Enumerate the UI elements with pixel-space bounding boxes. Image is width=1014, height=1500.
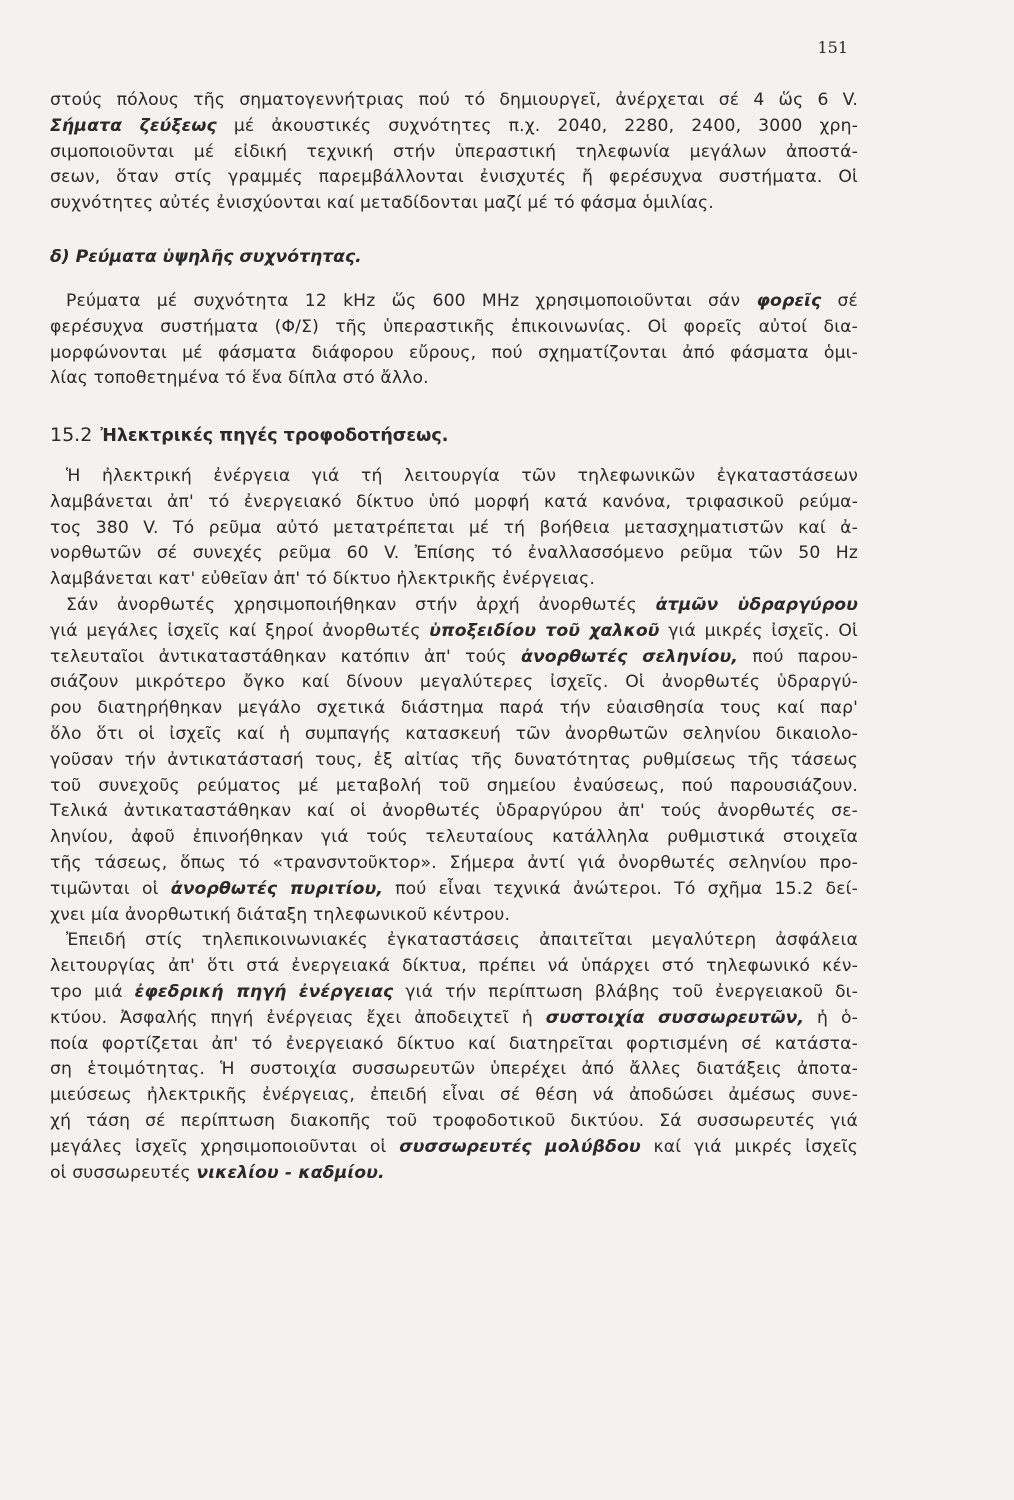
emphasis-term: ὑποξειδίου τοῦ χαλκοῦ	[429, 620, 660, 641]
emphasis-term: συσσωρευτές μολύβδου	[399, 1136, 641, 1157]
section-heading	[50, 424, 448, 446]
text-line: τῆς τάσεως, ὅπως τό «τρανσντοῦκτορ». Σήμερα ἀντί γιά ὀνορθωτές σεληνίου προ-	[50, 852, 858, 873]
text-line: νορθωτῶν σέ συνεχές ρεῦμα 60 V. Ἐπίσης τό ἐναλλασσόμενο ρεῦμα τῶν 50 Hz	[50, 543, 858, 564]
text-line: Ἡ ἠλεκτρική ἐνέργεια γιά τή λειτουργία τῶν τηλεφωνικῶν ἐγκαταστάσεων	[66, 466, 858, 486]
text-line: λίας τοποθετημένα τό ἕνα δίπλα στό ἄλλο.	[50, 368, 429, 389]
text-line: χνει μία ἀνορθωτική διάταξη τηλεφωνικοῦ κέντρου.	[50, 904, 511, 925]
text-line: ποία φορτίζεται ἀπ' τό ἐνεργειακό δίκτυο καί διατηρεῖται φορτισμένη σέ κατάστα-	[50, 1033, 858, 1054]
page-number: 151	[817, 38, 848, 57]
text-line: ση ἑτοιμότητας. Ἡ συστοιχία συσσωρευτῶν ὑπερέχει ἀπό ἄλλες διατάξεις ἀποτα-	[50, 1059, 858, 1080]
text-line: Τελικά ἀντικαταστάθηκαν καί οἱ ἀνορθωτές ὑδραργύρου ἀπ' τούς ἀνορθωτές σε-	[50, 801, 858, 822]
section-body	[50, 464, 858, 1186]
text-line: οἱ συσσωρευτές νικελίου - καδμίου.	[50, 1162, 385, 1183]
text-line: Σήματα ζεύξεως μέ ἀκουστικές συχνότητες π.χ. 2040, 2280, 2400, 3000 χρη-	[50, 115, 858, 136]
text-line: φερέσυχνα συστήματα (Φ/Σ) τῆς ὑπεραστικῆς ἐπικοινωνίας. Οἱ φορεῖς αὐτοί δια-	[50, 316, 858, 337]
paragraph-signals	[50, 88, 858, 217]
text-line: Ἐπειδή στίς τηλεπικοινωνιακές ἐγκαταστάσεις ἀπαιτεῖται μεγαλύτερη ἀσφάλεια	[66, 930, 858, 951]
text-line: Ρεύματα μέ συχνότητα 12 kHz ὥς 600 MHz χρησιμοποιοῦνται σάν φορεῖς σέ	[66, 291, 859, 311]
text-line: κτύου. Ἀσφαλής πηγή ἐνέργειας ἔχει ἀποδειχτεῖ ἡ συστοιχία συσσωρευτῶν, ἡ ὁ-	[50, 1007, 858, 1028]
emphasis-term: φορεῖς	[756, 291, 822, 311]
subheading-high-frequency: δ) Ρεύματα ὑψηλῆς συχνότητας.	[50, 247, 362, 267]
text-line: ληνίου, ἀφοῦ ἐπινοήθηκαν γιά τούς τελευταίους κατάλληλα ρυθμιστικά στοιχεῖα	[50, 827, 858, 848]
text-line: σεων, ὅταν στίς γραμμές παρεμβάλλονται ἐνισχυτές ἤ φερέσυχνα συστήματα. Οἱ	[50, 167, 858, 188]
emphasis-term: ἀτμῶν ὑδραργύρου	[655, 594, 858, 615]
emphasis-term: ἀνορθωτές πυριτίου,	[170, 878, 384, 899]
section-number: 15.2	[50, 424, 93, 446]
text-line: χή τάση σέ περίπτωση διακοπῆς τοῦ τροφοδοτικοῦ δικτύου. Σά συσσωρευτές γιά	[50, 1110, 858, 1131]
emphasis-term: συστοιχία συσσωρευτῶν,	[545, 1007, 805, 1028]
emphasis-term: ἀνορθωτές σεληνίου,	[520, 646, 739, 667]
text-line: γοῦσαν τήν ἀντικατάστασή τους, ἐξ αἰτίας τῆς δυνατότητας ρυθμίσεως τῆς τάσεως	[50, 749, 858, 770]
text-line: σιάζουν μικρότερο ὄγκο καί δίνουν μεγαλύτερες ἰσχεῖς. Οἱ ἀνορθωτές ὑδραργύ-	[50, 672, 858, 693]
text-line: λειτουργίας ἀπ' ὅτι στά ἐνεργειακά δίκτυα, πρέπει νά ὑπάρχει στό τηλεφωνικό κέν-	[50, 956, 858, 977]
text-line: στούς πόλους τῆς σηματογεννήτριας πού τό δημιουργεῖ, ἀνέρχεται σέ 4 ὥς 6 V.	[50, 90, 858, 110]
text-line: τος 380 V. Τό ρεῦμα αὐτό μετατρέπεται μέ τή βοήθεια μετασχηματιστῶν καί ἀ-	[50, 517, 858, 538]
text-line: ὅλο ὅτι οἱ ἰσχεῖς καί ἡ συμπαγής κατασκευή τῶν ἀνορθωτῶν σεληνίου δικαιολο-	[50, 723, 858, 744]
emphasis-term: νικελίου - καδμίου.	[196, 1162, 385, 1183]
text-line: τρο μιά ἐφεδρική πηγή ἐνέργειας γιά τήν περίπτωση βλάβης τοῦ ἐνεργειακοῦ δι-	[50, 981, 858, 1002]
text-line: Σάν ἀνορθωτές χρησιμοποιήθηκαν στήν ἀρχή ἀνορθωτές ἀτμῶν ὑδραργύρου	[66, 594, 858, 615]
text-line: τελευταῖοι ἀντικαταστάθηκαν κατόπιν ἀπ' τούς ἀνορθωτές σεληνίου, πού παρου-	[50, 646, 859, 667]
section-title: Ἠλεκτρικές πηγές τροφοδοτήσεως.	[100, 426, 449, 446]
text-line: τοῦ συνεχοῦς ρεύματος μέ μεταβολή τοῦ σημείου ἐναύσεως, πού παρουσιάζουν.	[50, 775, 858, 796]
text-line: μιεύσεως ἠλεκτρικῆς ἐνέργειας, ἐπειδή εἶναι σέ θέση νά ἀποδώσει ἀμέσως συνε-	[50, 1085, 858, 1106]
text-line: μορφώνονται μέ φάσματα διάφορου εὔρους, πού σχηματίζονται ἀπό φάσματα ὁμι-	[50, 342, 858, 363]
text-line: γιά μεγάλες ἰσχεῖς καί ξηροί ἀνορθωτές ὑποξειδίου τοῦ χαλκοῦ γιά μικρές ἰσχεῖς. Οἱ	[50, 620, 858, 641]
emphasis-term: ἐφεδρική πηγή ἐνέργειας	[134, 981, 394, 1002]
text-line: λαμβάνεται ἀπ' τό ἐνεργειακό δίκτυο ὑπό μορφή κατά κανόνα, τριφασικοῦ ρεύμα-	[50, 491, 858, 512]
paragraph-high-frequency	[50, 289, 858, 392]
text-line: ρου διατηρήθηκαν μεγάλο σχετικά διάστημα παρά τήν εὐαισθησία τους καί παρ'	[50, 698, 858, 719]
text-line: σιμοποιοῦνται μέ εἰδική τεχνική στήν ὑπεραστική τηλεφωνία μεγάλων ἀποστά-	[50, 141, 858, 162]
text-line: τιμῶνται οἱ ἀνορθωτές πυριτίου, πού εἶναι τεχνικά ἀνώτεροι. Τό σχῆμα 15.2 δεί-	[50, 878, 858, 899]
text-line: λαμβάνεται κατ' εὐθεῖαν ἀπ' τό δίκτυο ἠλεκτρικῆς ἐνέργειας.	[50, 569, 595, 590]
emphasis-term: Σήματα ζεύξεως	[50, 115, 217, 136]
text-line: μεγάλες ἰσχεῖς χρησιμοποιοῦνται οἱ συσσωρευτές μολύβδου καί γιά μικρές ἰσχεῖς	[50, 1136, 859, 1157]
text-line: συχνότητες αὐτές ἐνισχύονται καί μεταδίδονται μαζί μέ τό φάσμα ὁμιλίας.	[50, 193, 714, 214]
